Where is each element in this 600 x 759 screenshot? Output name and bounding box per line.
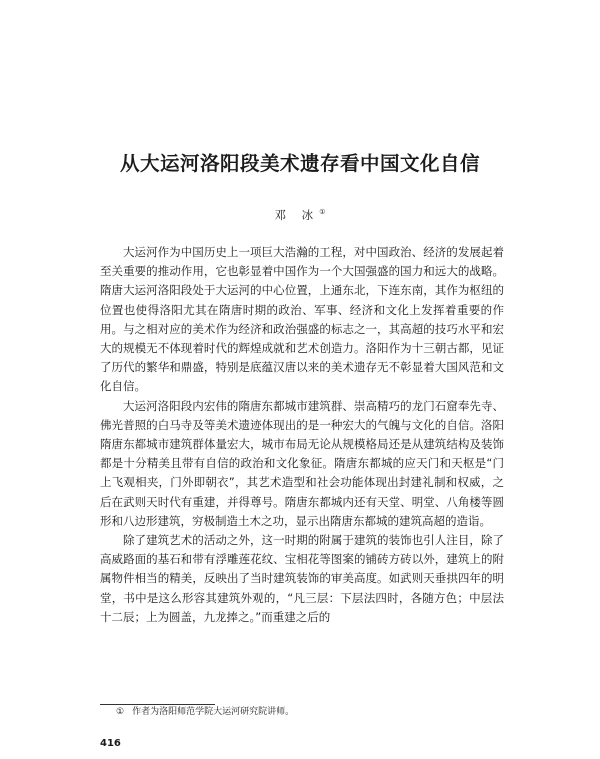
body-paragraph: 大运河作为中国历史上一项巨大浩瀚的工程，对中国政治、经济的发展起着至关重要的推动作用，它也彰显着中国作为一个大国强盛的国力和远大的战略。隋唐大运河洛阳段处于大运河的中心位置，上通东北，下连东南，其作为枢纽的位置也使得洛阳尤其在隋唐时期的政治、军事、经济和文化上发挥着重要的作用。与之相对应的美术作为经济和政治强盛的标志之一，其高超的技巧水平和宏大的规模无不体现着时代的辉煌成就和艺术创造力。洛阳作为十三朝古都，见证了历代的繁华和鼎盛，特别是底蕴汉唐以来的美术遗存无不彰显着大国风范和文化自信。 xyxy=(100,245,504,394)
footnote-divider xyxy=(100,704,215,705)
article-title: 从大运河洛阳段美术遗存看中国文化自信 xyxy=(119,152,480,175)
author-text: 邓 冰 xyxy=(274,207,320,222)
author-name xyxy=(260,204,340,223)
page-number: 416 xyxy=(100,738,121,749)
body-paragraph: 除了建筑艺术的活动之外，这一时期的附属于建筑的装饰也引人注目，除了高威路面的基石和带有浮雕莲花纹、宝相花等图案的铺砖方砖以外，建筑上的附属物件相当的精美，反映出了当时建筑装饰的审美高度。如武则天垂拱四年的明堂，书中是这么形容其建筑外观的，“凡三层：下层法四时，各随方色；中层法十二辰；上为圆盖，九龙捧之。”而重建之后的 xyxy=(100,533,504,624)
footnote-marker: ① xyxy=(116,707,125,717)
footnote xyxy=(116,706,496,719)
footnote-text: 作者为洛阳师范学院大运河研究院讲师。 xyxy=(132,707,295,717)
author-note-marker: ① xyxy=(319,208,326,216)
body-paragraph: 大运河洛阳段内宏伟的隋唐东都城市建筑群、崇高精巧的龙门石窟奉先寺、佛光普照的白马寺及等美术遗迹体现出的是一种宏大的气魄与文化的自信。洛阳隋唐东都城市建筑群体量宏大，城市布局无论从规模格局还是从建筑结构及装饰都是十分精美且带有自信的政治和文化象征。隋唐东都城的应天门和天枢是“门上飞观相夹，门外即朝衣”，其艺术造型和社会功能体现出封建礼制和权威，之后在武则天时代有重建，并得尊号。隋唐东都城内还有天堂、明堂、八角楼等圆形和八边形建筑，穷极制造土木之功，显示出隋唐东都城的建筑高超的造诣。 xyxy=(100,398,504,528)
article-body xyxy=(100,243,504,627)
